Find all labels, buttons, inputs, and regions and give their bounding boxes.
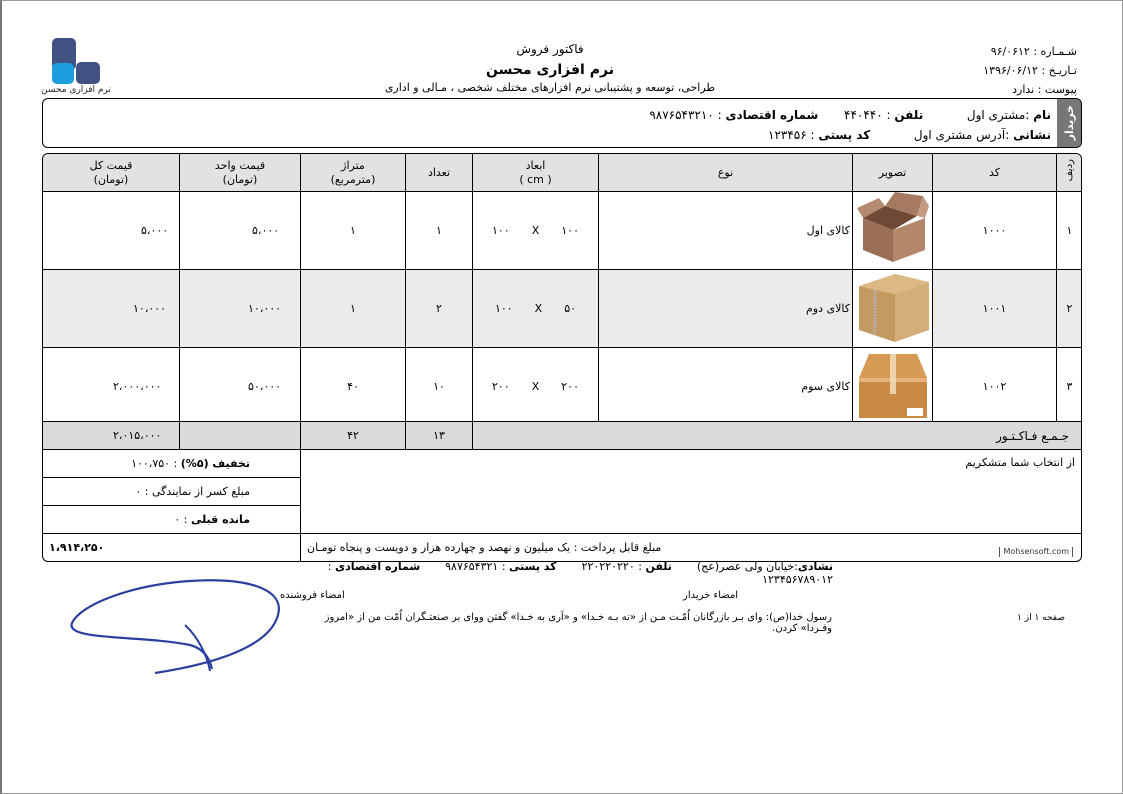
invoice-date: تـاریـخ : ۱۳۹۶/۰۶/۱۲: [983, 64, 1077, 77]
header-row-number: ردیف: [1057, 154, 1083, 192]
row-number: ۱: [1057, 192, 1083, 270]
item-unit-price: ۵،۰۰۰: [180, 192, 301, 270]
item-unit-price: ۱۰،۰۰۰: [180, 270, 301, 348]
thank-you-note: از انتخاب شما متشکریم: [301, 450, 1083, 534]
sum-qty: ۱۳: [406, 422, 473, 450]
invoice-meta: [907, 42, 1077, 99]
signature-icon: [60, 565, 295, 675]
invoice-attachment: پیوست : ندارد: [1012, 83, 1077, 96]
sum-area: ۴۲: [301, 422, 406, 450]
totals-section: [42, 421, 1082, 562]
sum-total: ۲،۰۱۵،۰۰۰: [43, 422, 180, 450]
buyer-phone: : ۴۴۰۴۴۰: [844, 108, 891, 122]
row-number: ۲: [1057, 270, 1083, 348]
seller-signature-label: امضاء فروشنده: [280, 590, 345, 601]
buyer-econ-number: : ۹۸۷۶۵۴۳۲۱۰: [649, 108, 722, 122]
document-title: فاکتور فروش: [516, 42, 584, 56]
buyer-box: [42, 98, 1082, 148]
buyer-postal: : ۱۲۳۴۵۶: [768, 128, 815, 142]
invoice-sum-label: جـمـع فـاکـتـور: [473, 422, 1083, 450]
previous-balance: مانده قبلی : ۰: [43, 506, 301, 534]
item-code: ۱۰۰۲: [933, 348, 1057, 426]
seller-info: نشادی:خیابان ولی عصر(عج) تلفن : ۲۲۰۲۲۰۲۲۰ کد پستی : ۹۸۷۶۵۴۳۲۱ شماره اقتصادی : ۱۲۳۴۵۶۷۸۹۰۱۲: [327, 560, 833, 586]
payable-in-words: مبلغ قابل پرداخت : یک میلیون و نهصد و چهارده هزار و دویست و پنجاه تومـان: [301, 534, 1083, 562]
page-number: صفحه ۱ از ۱: [1017, 613, 1065, 623]
item-total: ۱۰،۰۰۰: [43, 270, 180, 348]
hadith-quote: رسول خدا(ص): وای بـر بازرگانان اُمّـت مـن از «نه بـه خـدا» و «آری به خـدا» گفتن ووای بر صنعتـگران اُمّت من از «امروز وفـردا» کردن.: [324, 612, 832, 634]
item-qty: ۱: [406, 192, 473, 270]
sum-empty: [180, 422, 301, 450]
item-dims: ۲۰۰ X ۲۰۰: [473, 348, 599, 426]
invoice-number: شـمـاره : ۹۶/۰۶۱۲: [990, 45, 1077, 58]
item-qty: ۲: [406, 270, 473, 348]
table-row: [43, 348, 1083, 426]
item-area: ۱: [301, 270, 406, 348]
item-total: ۵،۰۰۰: [43, 192, 180, 270]
document-header: [380, 42, 720, 94]
company-name: نرم افزاری محسن: [486, 62, 614, 78]
item-type: کالای دوم: [599, 270, 853, 348]
item-code: ۱۰۰۱: [933, 270, 1057, 348]
item-type: کالای اول: [599, 192, 853, 270]
item-total: ۲،۰۰۰،۰۰۰: [43, 348, 180, 426]
item-code: ۱۰۰۰: [933, 192, 1057, 270]
item-area: ۴۰: [301, 348, 406, 426]
table-row: [43, 192, 1083, 270]
item-dims: ۱۰۰ X ۱۰۰: [473, 192, 599, 270]
buyer-name-label: نام: [1033, 108, 1051, 122]
buyer-phone-label: تلفن: [894, 108, 924, 122]
logo-caption: نرم افزاری محسن: [41, 85, 111, 95]
discount-row: [43, 450, 1083, 478]
items-table: [42, 153, 1082, 426]
buyer-postal-label: کد پستی: [818, 128, 871, 142]
table-row: [43, 270, 1083, 348]
taped-box-icon: [853, 348, 933, 426]
payable-row: [43, 534, 1083, 562]
open-box-icon: [853, 192, 933, 270]
header-qty: تعداد: [406, 154, 473, 192]
buyer-address: :آدرس مشتری اول: [913, 128, 1010, 142]
header-image: تصویر: [853, 154, 933, 192]
item-qty: ۱۰: [406, 348, 473, 426]
header-code: کد: [933, 154, 1057, 192]
watermark: Mohsensoft.com: [999, 547, 1073, 557]
payable-amount: ۱،۹۱۴،۲۵۰: [43, 534, 301, 562]
invoice-sum-row: [43, 422, 1083, 450]
buyer-name: :مشتری اول: [966, 108, 1030, 122]
buyer-signature-label: امضاء خریدار: [683, 590, 739, 601]
company-slogan: طراحی، توسعه و پشتیبانی نرم افزارهای مختلف شخصی ، مـالی و اداری: [384, 81, 716, 94]
buyer-line-2: [47, 125, 1051, 145]
header-area: متراژ (مترمربع): [301, 154, 406, 192]
buyer-line-1: [47, 105, 1051, 125]
discount: تخفیف (۵%) : ۱۰۰،۷۵۰: [43, 450, 301, 478]
row-number: ۳: [1057, 348, 1083, 426]
item-type: کالای سوم: [599, 348, 853, 426]
item-unit-price: ۵۰،۰۰۰: [180, 348, 301, 426]
header-type: نوع: [599, 154, 853, 192]
zipper-box-icon: [853, 270, 933, 348]
buyer-tab: خریدار: [1057, 99, 1081, 147]
item-dims: ۱۰۰ X ۵۰: [473, 270, 599, 348]
header-dims: ابعاد ( cm ): [473, 154, 599, 192]
item-area: ۱: [301, 192, 406, 270]
header-unit-price: قیمت واحد (تومان): [180, 154, 301, 192]
buyer-address-label: نشانی: [1013, 128, 1051, 142]
buyer-econ-label: شماره اقتصادی: [725, 108, 819, 122]
header-total: قیمت کل (تومان): [43, 154, 180, 192]
agency-deduction: مبلغ کسر از نمایندگی : ۰: [43, 478, 301, 506]
